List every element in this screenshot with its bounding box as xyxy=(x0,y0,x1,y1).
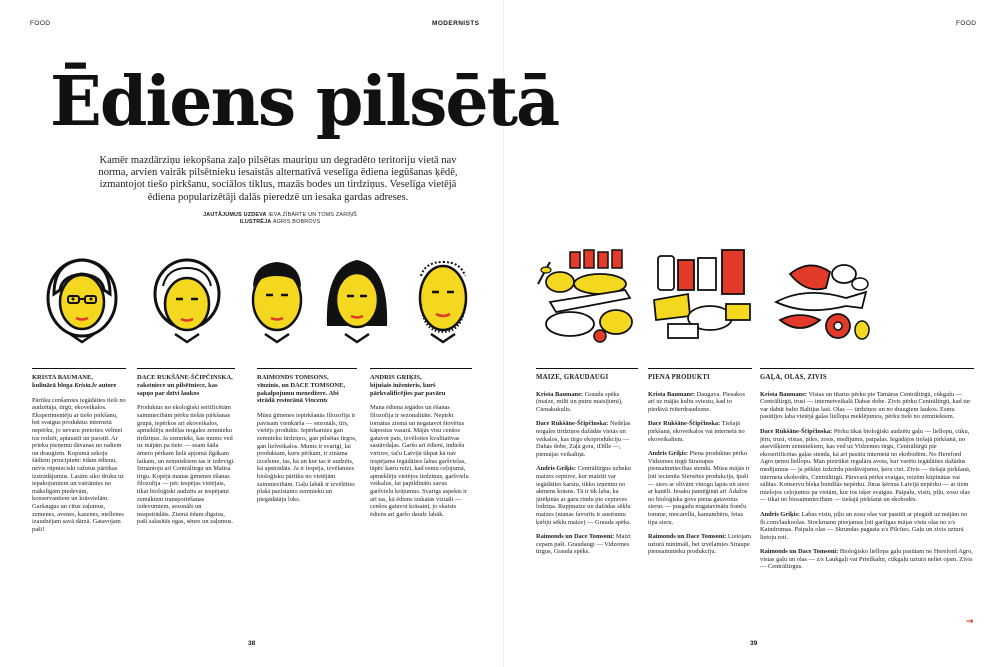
source-entry: Krista Baumane: Grauda spēks (maize, milti un putru maisījumi), Cienakukulis. xyxy=(536,390,623,413)
source-entry: Raimonds un Dace Tomsoni: Bioloģisko liellopa gaļu pasūtam no Hereford Agro, vistas gaļu un olas — z/s Laukgaļi vai Priežkalni, cūkgaļu uzturā neliet ojam. Zivis — Centrāltirgus. xyxy=(760,548,973,571)
portrait-dace-ruksane xyxy=(137,246,237,344)
section-meat-eggs-fish xyxy=(760,368,974,630)
person-role: bijušais inženieris, kurš pārkvalificējies par pavāru xyxy=(370,381,446,397)
portrait-andris-grikis xyxy=(393,246,493,344)
source-entry: Raimonds un Dace Tomsoni: Lietojam uzturā minimāli, bet izvēlamies Straupe piensaimnieku produkciju. xyxy=(648,533,751,556)
section-title: MAIZE, GRAUDAUGI xyxy=(536,374,609,381)
person-answer: Pārtiku cenšamies iegādāties tieši no audzētāja, tirgū, ekoveikalos. Eksperimentēju ar tiešo pirkšanu, bet svaigus produktus internetā nepērku, jo nevaru pretoties vēlmei tos redzēt, aptaustīt un paostīt. Ar prieku pieņemu dāvanas no radiem un draugiem. Kopumā sekoju šādiem principiem: ēdam ēdienu, nevis rūpnieciski ražotus pārtikas izstrādājumus. Lasām siko druku uz iepakojumiem un vairāmies no mākslīgām piedevām, konservantiem un krāsvielām. Garšaugus un citus zaļumus, zemenes, avenes, kazenes, mellenes izaudzējam savā dārzā. Gatavojam paši! xyxy=(32,396,126,533)
column-rule xyxy=(257,368,357,369)
source-entry: Andris Griķis: Centrāltirgus uzbeku maizes ceptuve, kur maizīti var iegādāties karstu, tikko izņemtu no akmens krāsns. Tā ir tik laba, ka jārēķinās ar garu rindu pie ceptuves lodziņa. Rupjmaize un dažādas sēklu maizes (manas favorīts ir austrumu ķirbju sēklu maize) — Grauda spēks. xyxy=(536,465,632,526)
person-answer: Produktus no ekoloģiski sertificētām saimniecībām pērku tiešās pirkšanas grupā, iepērkos arī ekoveikalos, apmeklēju nedēļas nogales zemnieku tirdziņus. Ja zemnieki, kas mums ved uz mājām pa tieto — esam šāda āmero pērkam lielā apjomā ilgākam laikam, un zemniekiem tas ir izdevīgi. Izmantoju arī Centrāltirgu un Matīsa tirgu. Kopējā manas ģimenes ēšanas filozofija — pēc iespējas vietējais, tikai bioloģiski audzēts ar iespējami zemākiem transportēšanas izdevumiem, sezonāls un neapstrādāts. Ziemā ēdam dīgstus, paši salasītās ogas, sēnes un zaļumus. xyxy=(137,404,235,526)
column-rule xyxy=(370,368,472,369)
person-name: RAIMONDS TOMSONS, xyxy=(257,374,329,381)
dairy-illustration xyxy=(648,244,758,348)
article-headline: Ēdiens pilsētā xyxy=(50,62,559,142)
standfirst: Kamēr mazdārziņu iekopšana zaļo pilsētas mauriņu un degradēto teritoriju vietā nav norma, arvien vairāk pilsētnieku iesaistās alternatīvā veselīga ēdiena iegūšanas ķēdē, izmantojot tiešo pirkšanu, sociālos tiklus, mazās bodes un tirdziņus. Veselīga vietējā ēdiena popularizētāji dalās pieredzē un iesaka gardas adreses. xyxy=(98,155,458,203)
bread-grain-illustration xyxy=(530,244,640,348)
column-rule xyxy=(536,368,638,369)
source-entry: Dace Rukšāne-Ščipčinska: Pērku tikai bioloģiski audzētu gaļu — liellopu, cūku, jēru, trusi, vistas, pīles, zosis, medījumu, paipalas. Iegādājos tiešajā pirkšanā, no atsevišķiem zemniekiem, kas ved uz Vidzemes tirgu, Centrāltirgū pie ekosertificētas gaļas stenda, kā arī pasūtu internetā no ekobodēm. No Hereford Agro ņemu liellopu. Man pietrūkst regulāra avota, kur varētu iegādāties dažādus medījumus — ja pēkšņi izdzirdu piedāvājumu, ķeru ciet. Zivis — tiešajā pirkšanā, interneta ekobodēs, Centrāltirgū. Pārsvarā pērku svaigas, reizēm kūpinātas vai sālītas. Konservu bleķa bundžās nepērku. Jūras ķērnus Latvijā nepērku — ar tiem mielojos ceļojumos pa vietām, kur tos īsķer svaigus. Paipalu, vistu, pīļu, zosu olas — tikai no biosaimniecībām — tiešajā pirkšanā un ekobodēs. xyxy=(760,427,971,504)
illustration-label: ILUSTRĒJA xyxy=(239,219,272,226)
source-entry: Krista Baumane: Vistas un tītarus pērku pie Tamāras Centrāltirgū, cūkgaļu — Centrāltirgū, trusi — internetveikalā Dabas dobe. Zivis pērku Centrāltirgū, kad tur var dabūt balto Baltijas lasi. Olas — tirdziņos un no draugiem laukos. Esmu pasūtījos laba vietējā gaļas liellopa meklējumos, pērku tieši no zemniekiem. xyxy=(760,390,971,421)
portrait-krista-baumane xyxy=(32,246,132,344)
column-andris-grikis xyxy=(370,368,472,618)
person-role: rakstniece un pilsētniece, kas sapņo par dzīvi laukos xyxy=(137,381,218,397)
section-title: GAĻA, OLAS, ZIVIS xyxy=(760,374,827,381)
column-rule xyxy=(137,368,235,369)
interview-label: JAUTĀJUMUS UZDEVA xyxy=(203,212,267,218)
column-raimonds-tomsons xyxy=(257,368,357,618)
interview-names: IEVA ZĪBĀRTE UN TOMS ZARIŅŠ xyxy=(268,212,357,218)
column-rule xyxy=(32,368,126,369)
person-name: ANDRIS GRIĶIS, xyxy=(370,374,422,381)
source-entry: Andris Griķis: Labas vistu, pīļu un zosu olas var pasūtīt ar piegādi uz mājām no fb.com/laukoolas. Stockmann pieejamas ļoti garšīgas mājas vistu olas no z/s Kaindrumas. Paipalu olas — Skrundas pagasta z/s Pīlcītes. Gaļu un zivis uzturā lietoju reti. xyxy=(760,510,968,541)
person-answer: Mūsu ģimenes iepirkšanās filozofija ir pavisam vienkārša — sezonāls, tīrs, vietējs produkts. Iepērkamies gan zemnieku tirdziņos, gan pilsētas tirgos, gan lielveikalos. Mums ir svarīgi, lai produktam, kuru pērkam, ir zināma izcelsme, tas, kā un kur tas ir audzēts, kā apstrādāts. Ja ir iespēja, izvēlamies bioloģisku pārtiku no vietējām saimniecībām. Gaļu labāk ir izvēlēties plašā pazīstamo zemnieku un piegādātāju loks. xyxy=(257,412,357,503)
running-head-right: FOOD xyxy=(956,20,977,27)
person-answer: Mana ēdiena iegādes un ēšanas filozofija ir sezonalitāte. Nepirkt tomātus ziemā un negatavot štovētus kāpostus vasarā. Mājās visu cenšos gatavot pats, izvēloties kvalitatīvas sastāvdaļas. Garšo arī ēdieni, indiešu virtuve, taču Latvijā tikpat kā nav iespējams iegādāties labas garšvielas, tāpēc katru reizi, kad esmu ceļojumā, apmeklēju vietējos tirdziņus, garšvielu veikalus, lai papildinātu savus garšvielu krājumus. Svarīgs aspekts ir arī tas, kā ēdiens izskatās vizuāli — cenšos gatavot krāsaini, jo skaists ēdiens arī garšo daudz labāk. xyxy=(370,404,469,518)
credits xyxy=(150,212,410,226)
page-number-right: 39 xyxy=(750,640,758,647)
column-dace-ruksane xyxy=(137,368,235,618)
person-role: kulinārā bloga Krista.lv autore xyxy=(32,381,117,389)
section-dairy xyxy=(648,368,752,630)
person-name: DACE RUKŠĀNE-ŠČIPČINSKA, xyxy=(137,374,233,381)
source-entry: Krista Baumane: Daugava. Piesakos arī uz mājās kultu sviestu, kad to piedāvā tvīterdraudzene. xyxy=(648,390,745,413)
column-rule xyxy=(648,368,752,369)
person-role: vīnzinis, un DACE TOMSONE, pakalpojumu menedžere. Abi strādā restorānā Vincents xyxy=(257,381,346,405)
section-bread-grain xyxy=(536,368,638,630)
running-head-left: FOOD xyxy=(30,20,51,27)
column-rule xyxy=(760,368,974,369)
source-entry: Dace Rukšāne-Ščipčinska: Tiešajā pirkšanā, ekoveikalos vai internetā no ekoveikaliem. xyxy=(648,420,745,443)
section-title: PIENA PRODUKTI xyxy=(648,374,710,381)
source-entry: Dace Rukšāne-Ščipčinska: Nedēļas nogales tirdziņos dažādās vietās un veikalos, kas tirgo ekoprodukciju — Dabas dobe, Zaļā gora, iDille —, piemājas veikaliņā. xyxy=(536,420,631,458)
column-krista-baumane xyxy=(32,368,126,618)
person-name: KRISTA BAUMANE, xyxy=(32,374,93,381)
illustration-name: AGRIS BOBROVS xyxy=(272,219,321,226)
page-number-left: 38 xyxy=(248,640,256,647)
meat-eggs-fish-illustration xyxy=(766,244,876,348)
portrait-dace-tomsone xyxy=(307,246,407,344)
running-head-center: MODERNISTS xyxy=(432,20,480,27)
source-entry: Raimonds un Dace Tomsoni: Maizi cepam paši. Graudaugi — Vidzemes tirgus, Grauda spēks. xyxy=(536,533,631,556)
continue-arrow-icon: → xyxy=(966,617,974,627)
source-entry: Andris Griķis: Piena produktus pērku Vidzemes tirgū Strauupes piensaimniecības stendā. Mūsu mājās ir ļoti iecienīta Siersētes produkcija, īpaši — siers ar olīvām vīnogu lapās un siers ar kanēli. Iesaku pamēģināt arī Ādažos no bioloģiska govs piena gatavotus sierus — pusgadu nogatavinātu franču tomme, mocarellu, kamambēru, fetas tipa sieru. xyxy=(648,450,750,526)
